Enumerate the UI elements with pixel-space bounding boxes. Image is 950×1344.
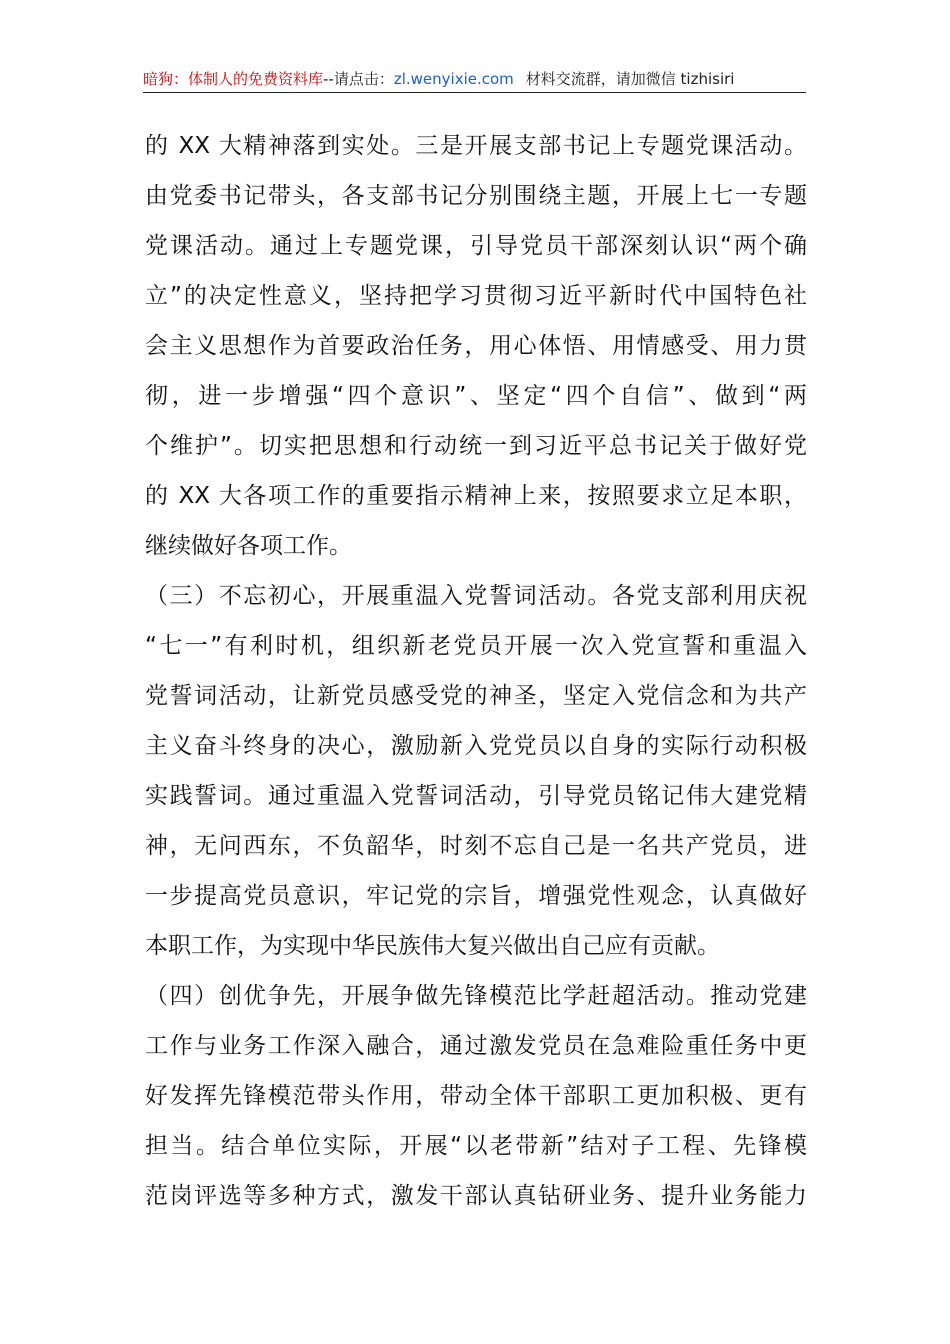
body-line: 彻，进一步增强“四个意识”、坚定“四个自信”、做到“两 <box>145 383 807 409</box>
header-link[interactable]: zl.wenyixie.com <box>393 70 514 88</box>
body-line: 工作与业务工作深入融合，通过激发党员在急难险重任务中更 <box>145 1033 807 1059</box>
body-line: 的 XX 大各项工作的重要指示精神上来，按照要求立足本职， <box>145 483 807 509</box>
body-line: 会主义思想作为首要政治任务，用心体悟、用情感受、用力贯 <box>145 333 807 359</box>
body-line: 的 XX 大精神落到实处。三是开展支部书记上专题党课活动。 <box>145 133 807 159</box>
body-line: 由党委书记带头，各支部书记分别围绕主题，开展上七一专题 <box>145 183 807 209</box>
body-line: 党誓词活动，让新党员感受党的神圣，坚定入党信念和为共产 <box>145 683 807 709</box>
body-line: 神，无问西东，不负韶华，时刻不忘自己是一名共产党员，进 <box>145 833 807 859</box>
body-line: 继续做好各项工作。 <box>145 533 352 559</box>
body-line: 立”的决定性意义，坚持把学习贯彻习近平新时代中国特色社 <box>145 283 807 309</box>
body-line: “七一”有利时机，组织新老党员开展一次入党宣誓和重温入 <box>145 633 807 659</box>
body-line: 实践誓词。通过重温入党誓词活动，引导党员铭记伟大建党精 <box>145 783 807 809</box>
body-line: （三）不忘初心，开展重温入党誓词活动。各党支部利用庆祝 <box>145 583 807 609</box>
body-line: 主义奋斗终身的决心，激励新入党党员以自身的实际行动积极 <box>145 733 807 759</box>
body-line: （四）创优争先，开展争做先锋模范比学赶超活动。推动党建 <box>145 983 807 1009</box>
header-wechat: 材料交流群，请加微信 tizhisiri <box>525 70 735 88</box>
body-line: 个维护”。切实把思想和行动统一到习近平总书记关于做好党 <box>145 433 807 459</box>
document-header <box>143 66 806 93</box>
header-click-prefix: --请点击： <box>323 70 394 88</box>
body-line: 好发挥先锋模范带头作用，带动全体干部职工更加积极、更有 <box>145 1083 807 1109</box>
body-line: 本职工作，为实现中华民族伟大复兴做出自己应有贡献。 <box>145 933 720 959</box>
header-brand: 暗狗：体制人的免费资料库 <box>143 70 324 88</box>
body-line: 范岗评选等多种方式，激发干部认真钻研业务、提升业务能力 <box>145 1183 807 1209</box>
body-line: 一步提高党员意识，牢记党的宗旨，增强党性观念，认真做好 <box>145 883 807 909</box>
body-line: 担当。结合单位实际，开展“以老带新”结对子工程、先锋模 <box>145 1133 807 1159</box>
body-line: 党课活动。通过上专题党课，引导党员干部深刻认识“两个确 <box>145 233 807 259</box>
document-body <box>145 121 807 1221</box>
